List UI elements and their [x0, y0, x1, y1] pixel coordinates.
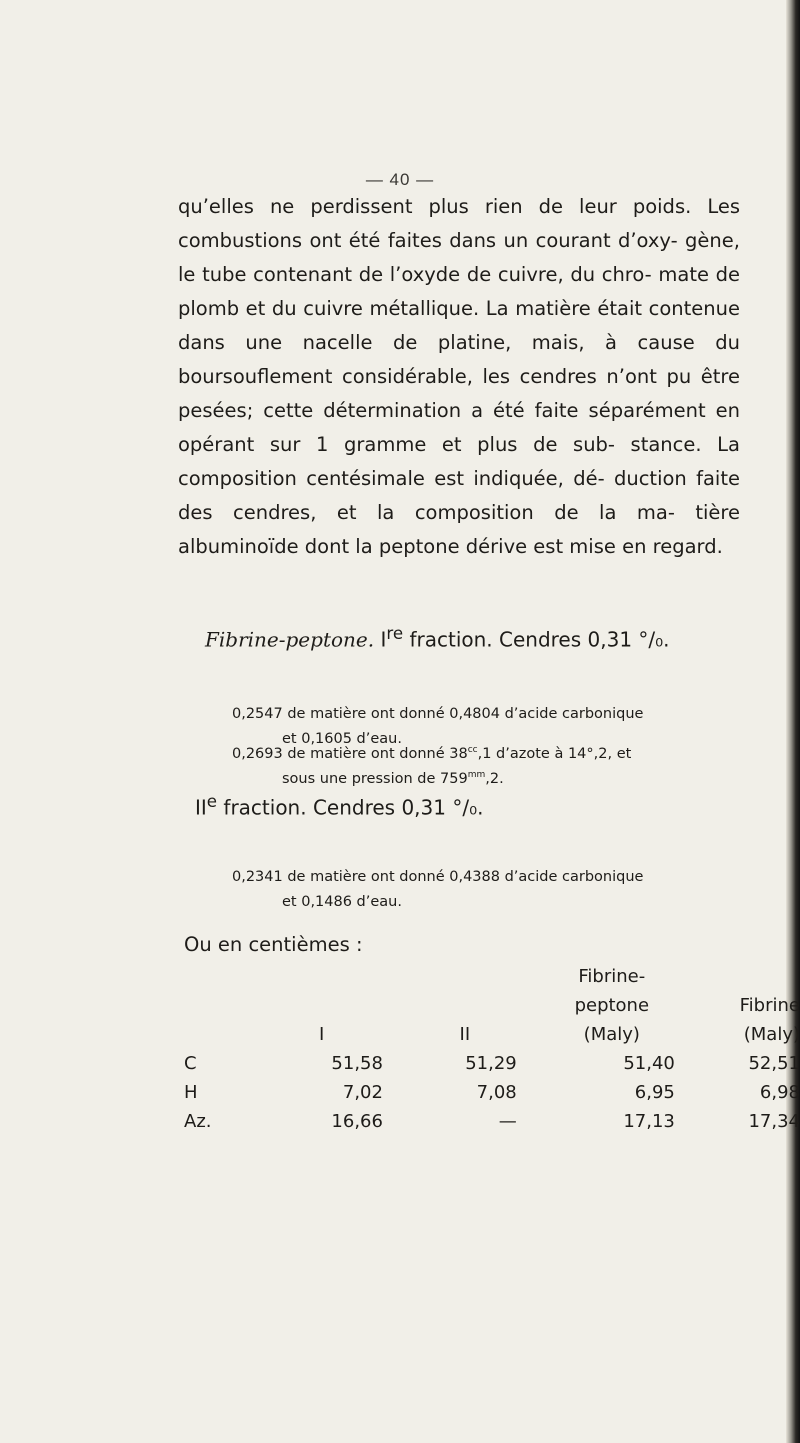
header-peptone: peptone	[574, 995, 650, 1016]
measurement-nitrogen-1	[232, 742, 631, 792]
cell-value: 52,51	[748, 1053, 800, 1074]
cell-value: 17,34	[748, 1111, 800, 1132]
cell-value: 51,40	[623, 1053, 675, 1074]
cell-value: 6,95	[634, 1082, 675, 1103]
measurement-line: et 0,1605 d’eau.	[282, 731, 402, 747]
fraction-number: I	[380, 627, 387, 652]
table-row	[184, 1103, 800, 1132]
measurement-line: 0,2341 de matière ont donné 0,4388 d’acide carbonique	[232, 869, 644, 885]
cell-value: 7,08	[476, 1082, 517, 1103]
fraction-superscript: e	[206, 792, 218, 811]
table-header-row	[184, 987, 800, 1016]
page-binding-edge	[786, 0, 800, 1443]
measurement-line: et 0,1486 d’eau.	[282, 894, 402, 910]
table-header-row	[184, 1016, 800, 1045]
table-row	[184, 1045, 800, 1074]
fraction-ashes: fraction. Cendres 0,31 °/₀.	[217, 795, 484, 820]
centiemes-label: Ou en centièmes :	[184, 933, 363, 956]
cell-element: H	[184, 1082, 198, 1103]
cell-value: 51,58	[331, 1053, 383, 1074]
cell-value: 17,13	[623, 1111, 675, 1132]
cell-value: 6,98	[759, 1082, 800, 1103]
header-fibrine: Fibrine	[739, 995, 800, 1016]
section-title-fibrine-peptone: Fibrine-peptone.	[205, 627, 375, 652]
measurement-line: 0,2693 de matière ont donné $38^{cc},1$ d’azote à 14°,2, et	[232, 745, 632, 762]
measurement-carbon-2	[232, 865, 643, 915]
cell-value: 51,29	[465, 1053, 517, 1074]
fraction-superscript: re	[386, 624, 404, 643]
fraction-number: II	[195, 795, 207, 820]
section-heading-fraction-1	[205, 624, 670, 652]
cell-element: Az.	[184, 1111, 212, 1132]
table-row	[184, 1074, 800, 1103]
header-maly: (Maly)	[583, 1024, 640, 1045]
composition-table	[184, 958, 800, 1132]
cell-value: —	[498, 1111, 517, 1132]
header-maly: (Maly)	[743, 1024, 800, 1045]
header-fraction-ii: II	[459, 1024, 471, 1045]
measurement-line: sous une pression de $759^{mm},2$.	[282, 770, 504, 787]
cell-value: 7,02	[342, 1082, 383, 1103]
measurement-line: 0,2547 de matière ont donné 0,4804 d’acide carbonique	[232, 706, 644, 722]
cell-value: 16,66	[331, 1111, 383, 1132]
body-paragraph: qu’elles ne perdissent plus rien de leur poids. Les combustions ont été faites dans un courant d’oxy- gène, le tube contenant de l’oxyde de cuivre, du chro- mate de plomb et du cuivre métallique. La matière était contenue dans une nacelle de platine, mais, à cause du boursouflement considérable, les cendres n’ont pu être pesées; cette détermination a été faite séparément en opérant sur 1 gramme et plus de sub- stance. La composition centésimale est indiquée, dé- duction faite des cendres, et la composition de la ma- tière albuminoïde dont la peptone dérive est mise en regard.	[178, 195, 740, 558]
section-heading-fraction-2	[195, 792, 483, 820]
page-number: — 40 —	[365, 170, 435, 189]
fraction-ashes: fraction. Cendres 0,31 °/₀.	[403, 627, 670, 652]
header-fraction-i: I	[319, 1024, 325, 1045]
cell-element: C	[184, 1053, 197, 1074]
header-fibrine-peptone: Fibrine-	[578, 966, 646, 987]
table-header-row	[184, 958, 800, 987]
